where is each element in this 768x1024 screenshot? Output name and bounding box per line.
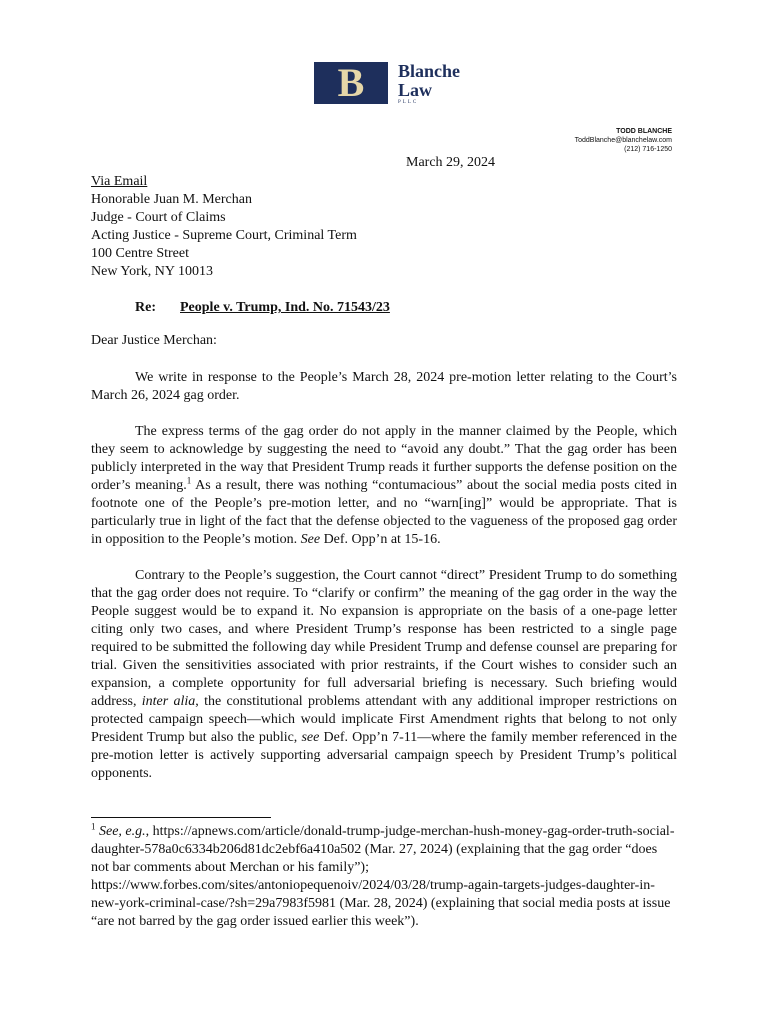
footnote-number: 1 — [91, 821, 96, 832]
body-paragraph-3 — [91, 567, 677, 783]
paragraph-text: Contrary to the People’s suggestion, the Court cannot “direct” President Trump to do something that the gag order does not require. To “clarify or confirm” the meaning of the gag order in the way the People suggest would be to expand it. No expansion is appropriate on the basis of a one-page letter citing only two cases, and where President Trump’s response has been restricted to a single page required to be submitted the following day while President Trump and defense counsel are preparing for trial. Given the sensitivities associated with prior restraints, if the Court wishes to consider such an expansion, a complete opportunity for full adversarial briefing is necessary. Such briefing would address, — [91, 568, 677, 709]
body-paragraph-1: We write in response to the People’s March 28, 2024 pre-motion letter relating to the Court’s March 26, 2024 gag order. — [91, 370, 677, 403]
logo-line2: Law — [398, 79, 433, 100]
logo-line1: Blanche — [398, 60, 461, 81]
paragraph-text: As a result, there was nothing “contumacious” about the social media posts cited in footnote one of the People’s pre-motion letter, and no “warn[ing]” would be appropriate. That is particularly true in light of the fact that the defense objected to the vagueness of the proposed gag order in opposition to the People’s motion. — [91, 478, 677, 547]
body-paragraph-2 — [91, 423, 677, 549]
citation-signal: see — [301, 730, 320, 745]
address-line: 100 Centre Street — [91, 246, 189, 261]
citation-signal: See, e.g. — [99, 824, 146, 839]
case-title: People v. Trump, Ind. No. 71543/23 — [180, 300, 390, 315]
address-line: New York, NY 10013 — [91, 264, 213, 279]
logo-wordmark — [398, 62, 460, 105]
re-line — [135, 300, 390, 316]
footnote — [91, 823, 677, 931]
paragraph-text: Def. Opp’n 7-11—where the family member referenced in the pre-motion letter is actively supporting adversarial campaign speech by President Trump’s political opponents. — [91, 730, 678, 781]
footnote-text: , https://apnews.com/article/donald-trump-judge-merchan-hush-money-gag-order-truth-social-daughter-578a0c6334b206d81dc2ebf6a410a502 (Mar. 27, 2024) (explaining that the gag order “does not bar comments about Merchan or his family”); https://www.forbes.com/sites/antoniopequenoiv/2024/03/28/trump-again-targets-judges-daughter-in-new-york-criminal-case/?sh=29a7983f5981 (Mar. 28, 2024) (explaining that social media posts at issue “are not barred by the gag order issued earlier this week”). — [91, 824, 675, 929]
letter-date: March 29, 2024 — [406, 155, 496, 170]
logo-sub: PLLC — [398, 99, 419, 105]
paragraph-text: Def. Opp’n at 15-16. — [320, 532, 441, 547]
latin-phrase: inter alia — [141, 694, 196, 709]
recipient-address — [91, 173, 357, 281]
address-line: Acting Justice - Supreme Court, Criminal Term — [91, 228, 357, 243]
sender-email[interactable]: ToddBlanche@blanchelaw.com — [574, 137, 672, 144]
re-label: Re: — [135, 300, 156, 315]
paragraph-text: The express terms of the gag order do not apply in the manner claimed by the People, which they seem to acknowledge by suggesting the need to “avoid any doubt.” That the gag order has been publicly interpreted in the way that President Trump reads it further supports the defense position on the order’s meaning. — [91, 424, 677, 493]
address-line: Judge - Court of Claims — [91, 210, 226, 225]
logo-letter: B — [337, 60, 365, 105]
firm-logo — [314, 62, 460, 104]
sender-phone: (212) 716-1250 — [624, 146, 672, 153]
footnote-divider — [91, 817, 271, 818]
citation-signal: See — [300, 532, 321, 547]
address-line: Honorable Juan M. Merchan — [91, 192, 252, 207]
sender-name: TODD BLANCHE — [616, 128, 672, 135]
paragraph-text: , the constitutional problems attendant with any additional improper restrictions on protected campaign speech—which would implicate First Amendment rights that belong to not only President Trump but also the public, — [91, 694, 677, 745]
salutation: Dear Justice Merchan: — [91, 333, 217, 348]
sender-contact — [575, 127, 672, 154]
footnote-ref[interactable]: 1 — [186, 475, 192, 486]
logo-mark — [314, 62, 388, 104]
delivery-method: Via Email — [91, 174, 148, 189]
